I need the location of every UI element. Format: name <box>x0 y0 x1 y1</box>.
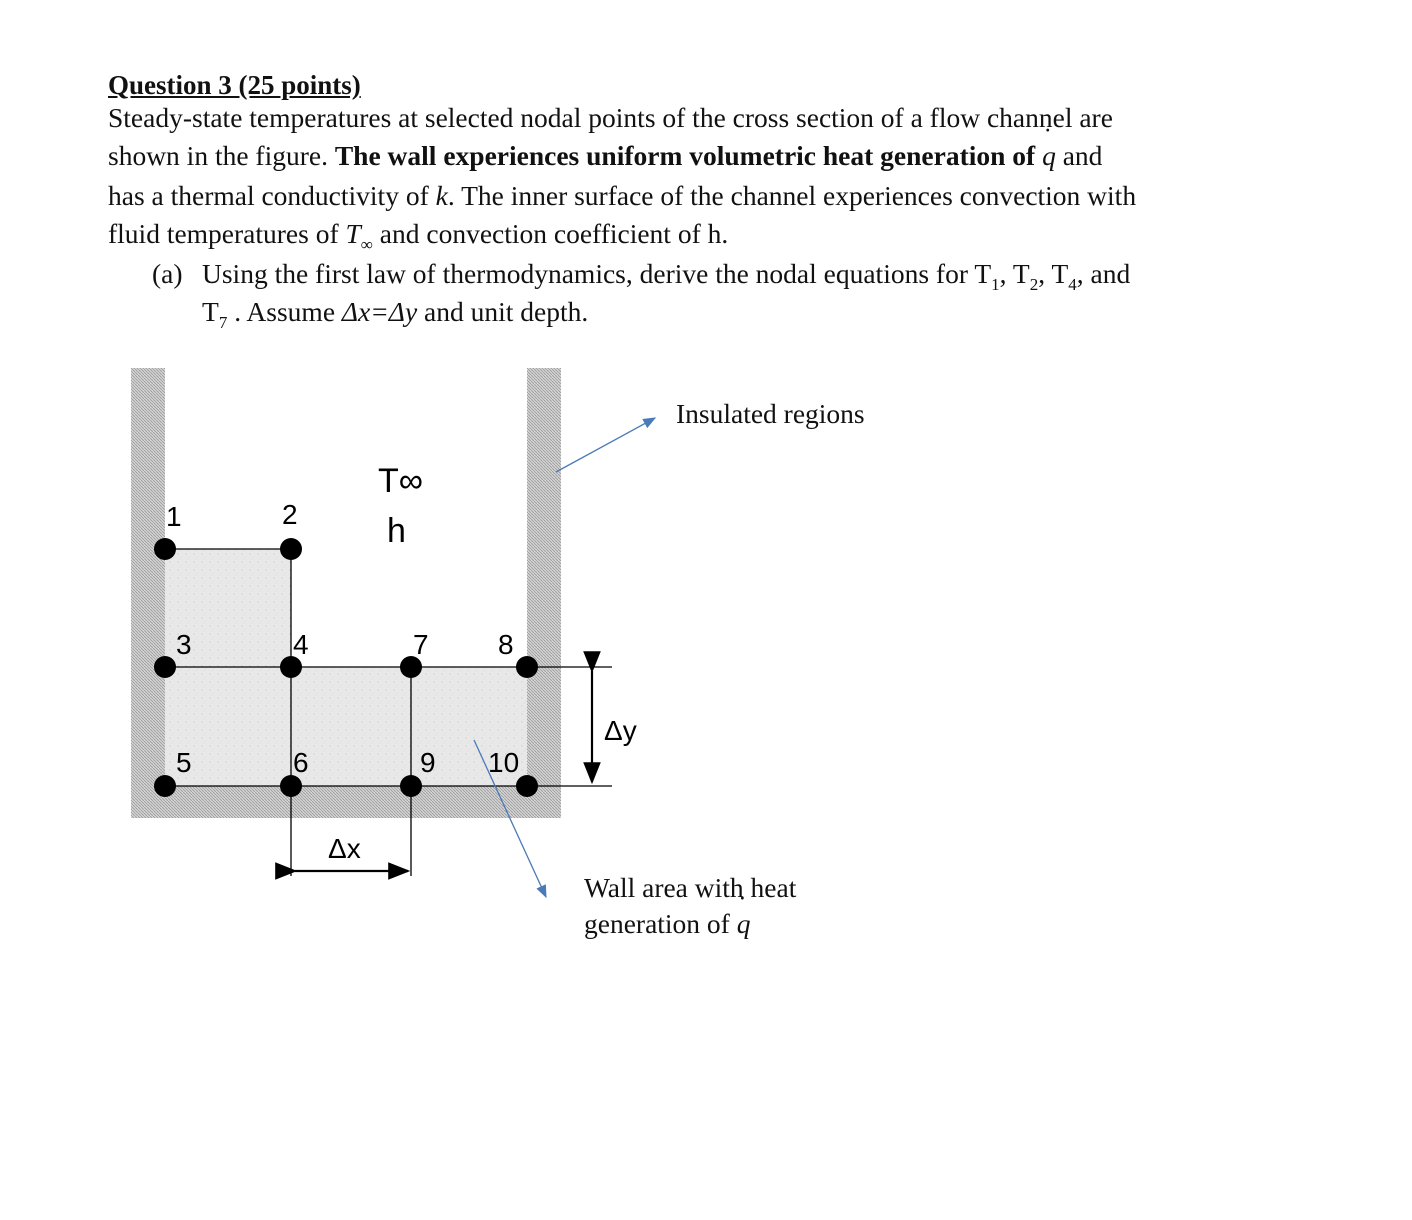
wall-area-label: Wall area with heat generation of q ˙ <box>584 870 796 942</box>
question-title: Question 3 (25 points) <box>108 70 361 100</box>
insulated-regions-label: Insulated regions <box>676 398 865 429</box>
node-1 <box>154 538 176 560</box>
dx-label: Δx <box>328 833 361 864</box>
part-a-line-2: $T_7$ . Assume Δx=Δy and unit depth. <box>202 296 589 332</box>
node-5 <box>154 775 176 797</box>
convection-h-label: h <box>387 512 406 550</box>
question-line-4: fluid temperatures of $T_\infty$ and convection coefficient of h. <box>108 218 729 254</box>
node-label-5: 5 <box>176 747 192 778</box>
node-label-10: 10 <box>488 747 520 778</box>
question-line-2: shown in the figure. The wall experiences uniform volumetric heat generation of q ˙ and <box>108 140 1102 172</box>
q-dot-symbol-figure: q ˙ <box>737 906 751 942</box>
fluid-temperature-label: T∞ <box>378 462 424 500</box>
insulation-right <box>527 368 561 818</box>
node-label-3: 3 <box>176 629 192 660</box>
node-6 <box>280 775 302 797</box>
question-line-1: Steady-state temperatures at selected nodal points of the cross section of a flow channel are <box>108 102 1113 133</box>
insulation-left <box>131 368 165 818</box>
part-a-line-1: Using the first law of thermodynamics, derive the nodal equations for $T_1$, $T_2$, $T_4$, and <box>202 258 1131 294</box>
node-8 <box>516 656 538 678</box>
node-3 <box>154 656 176 678</box>
node-2 <box>280 538 302 560</box>
question-line-3: has a thermal conductivity of k. The inner surface of the channel experiences convection with <box>108 180 1137 211</box>
dy-label: Δy <box>604 715 637 746</box>
node-label-4: 4 <box>293 629 309 660</box>
q-dot-symbol: q ˙ <box>1042 140 1056 172</box>
node-label-9: 9 <box>420 747 436 778</box>
node-label-8: 8 <box>498 629 514 660</box>
node-label-1: 1 <box>166 501 182 532</box>
node-10 <box>516 775 538 797</box>
insulation-bottom <box>131 786 561 818</box>
node-9 <box>400 775 422 797</box>
node-label-7: 7 <box>413 629 429 660</box>
insulated-callout-arrow <box>556 418 655 472</box>
node-label-2: 2 <box>282 499 298 530</box>
part-a-label: (a) <box>152 258 183 289</box>
node-label-6: 6 <box>293 747 309 778</box>
